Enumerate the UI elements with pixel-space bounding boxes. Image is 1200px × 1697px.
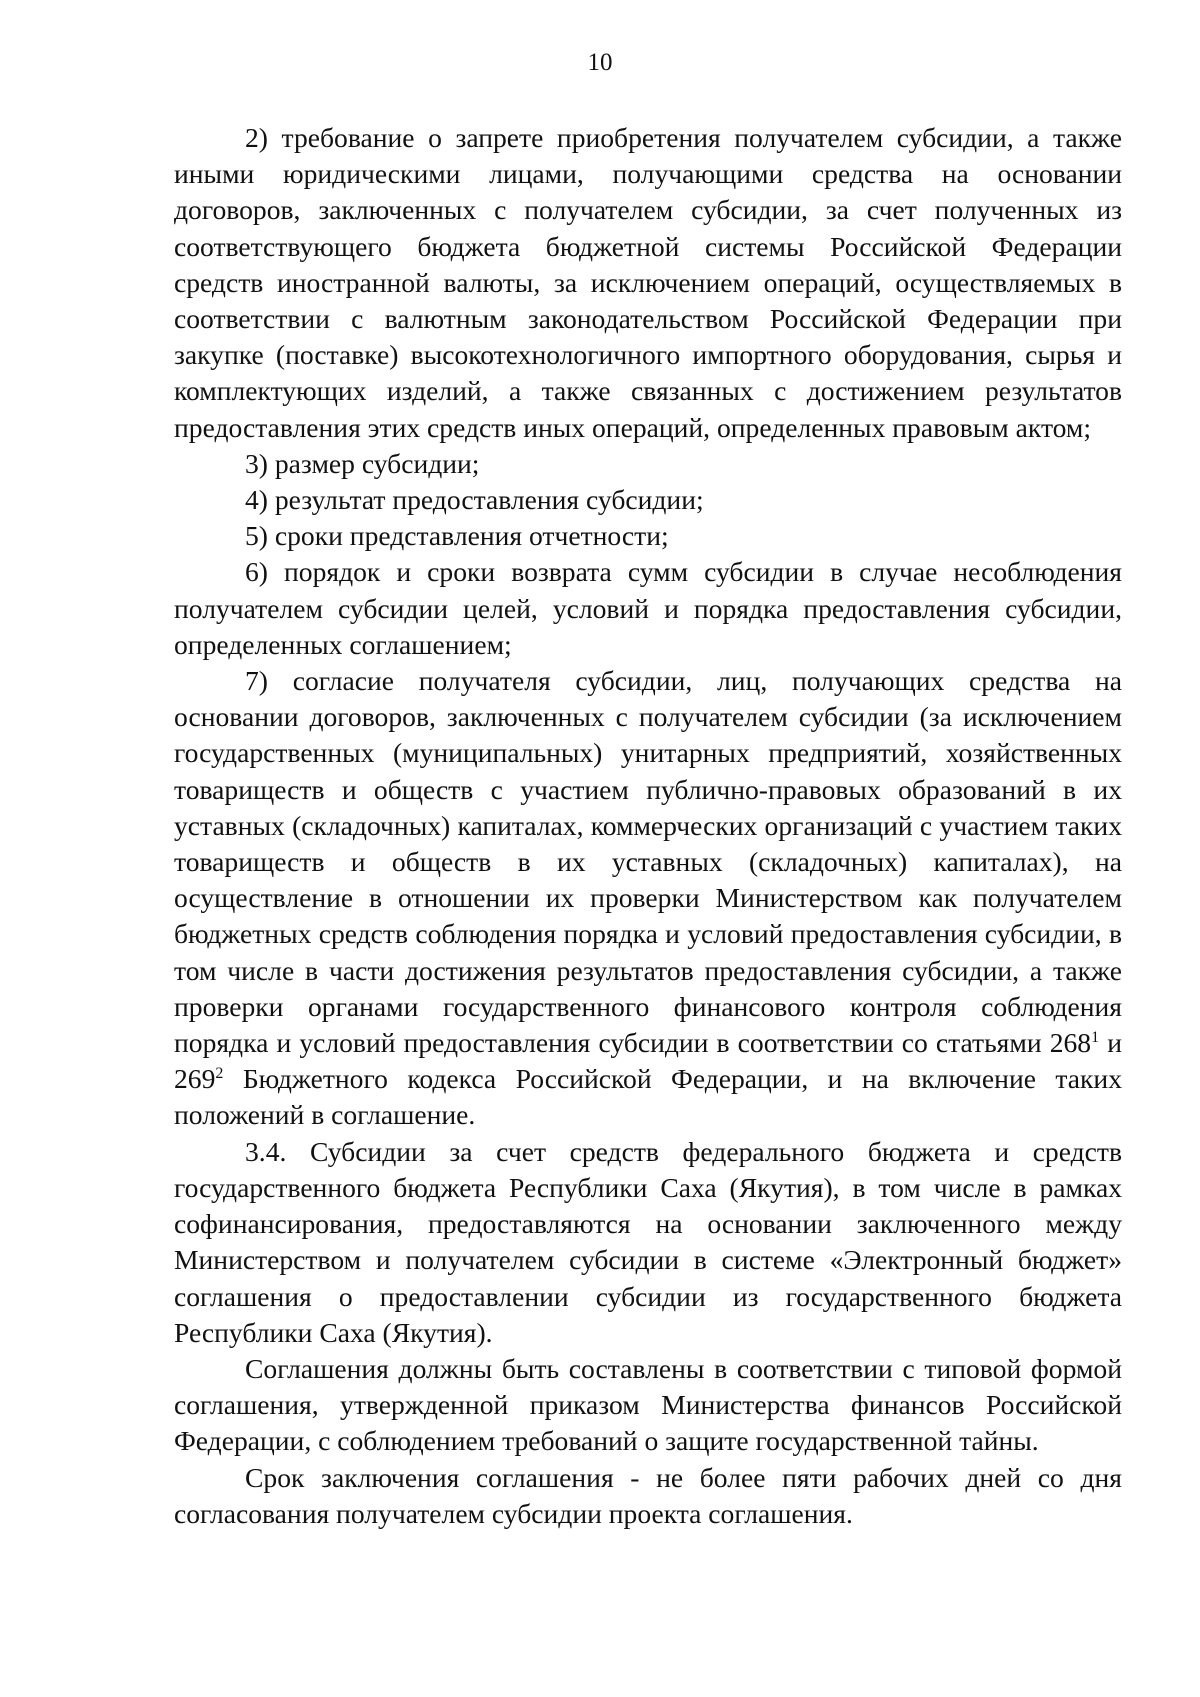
paragraph-item-2: 2) требование о запрете приобретения получателем субсидии, а также иными юридическими лицами, получающими средства на основании договоров, заключенных с получателем субсидии, за счет полученных из соответствующего бюджета бюджетной системы Российской Федерации средств иностранной валюты, за исключением операций, осуществляемых в соответствии с валютным законодательством Российской Федерации при закупке (поставке) высокотехнологичного импортного оборудования, сырья и комплектующих изделий, а также связанных с достижением результатов предоставления этих средств иных операций, определенных правовым актом;	[174, 122, 1122, 443]
paragraph-item-4: 4) результат предоставления субсидии;	[245, 484, 704, 516]
paragraph-item-5: 5) сроки представления отчетности;	[245, 520, 669, 552]
agreement-form-paragraph: Соглашения должны быть составлены в соответствии с типовой формой соглашения, утвержденной приказом Министерства финансов Российской Федерации, с соблюдением требований о защите государственной тайны.	[174, 1352, 1122, 1457]
paragraph-7-text-3: Бюджетного кодекса Российской Федерации, и на включение таких положений в соглашение.	[174, 1063, 1122, 1131]
paragraph-7-text-2: и 269	[174, 1027, 1122, 1095]
paragraph-item-6: 6) порядок и сроки возврата сумм субсидии в случае несоблюдения получателем субсидии целей, условий и порядка предоставления субсидии, определенных соглашением;	[174, 556, 1122, 660]
paragraph-7-text-1: 7) согласие получателя субсидии, лиц, получающих средства на основании договоров, заключенных с получателем субсидии (за исключением государственных (муниципальных) унитарных предприятий, хозяйственных товариществ и обществ с участием публично-правовых образований в их уставных (складочных) капиталах, коммерческих организаций с участием таких товариществ и обществ в их уставных (складочных) капиталах), на осуществление в отношении их проверки Министерством как получателем бюджетных средств соблюдения порядка и условий предоставления субсидии, в том числе в части достижения результатов предоставления субсидии, а также проверки органами государственного финансового контроля соблюдения порядка и условий предоставления субсидии в соответствии со статьями 268	[174, 665, 1122, 1059]
agreement-term-paragraph: Срок заключения соглашения - не более пяти рабочих дней со дня согласования получателем субсидии проекта соглашения.	[174, 1461, 1122, 1529]
paragraph-item-7	[174, 663, 1122, 1134]
footnote-superscript-2: 2	[215, 1065, 224, 1083]
footnote-superscript-1: 1	[1091, 1028, 1100, 1046]
document-body	[174, 120, 1122, 1532]
page-number: 10	[587, 49, 613, 76]
section-3-4-paragraph: 3.4. Субсидии за счет средств федерального бюджета и средств государственного бюджета Республики Саха (Якутия), в том числе в рамках софинансирования, предоставляются на основании заключенного между Министерством и получателем субсидии в системе «Электронный бюджет» соглашения о предоставлении субсидии из государственного бюджета Республики Саха (Якутия).	[174, 1135, 1122, 1348]
paragraph-item-3: 3) размер субсидии;	[245, 447, 480, 479]
